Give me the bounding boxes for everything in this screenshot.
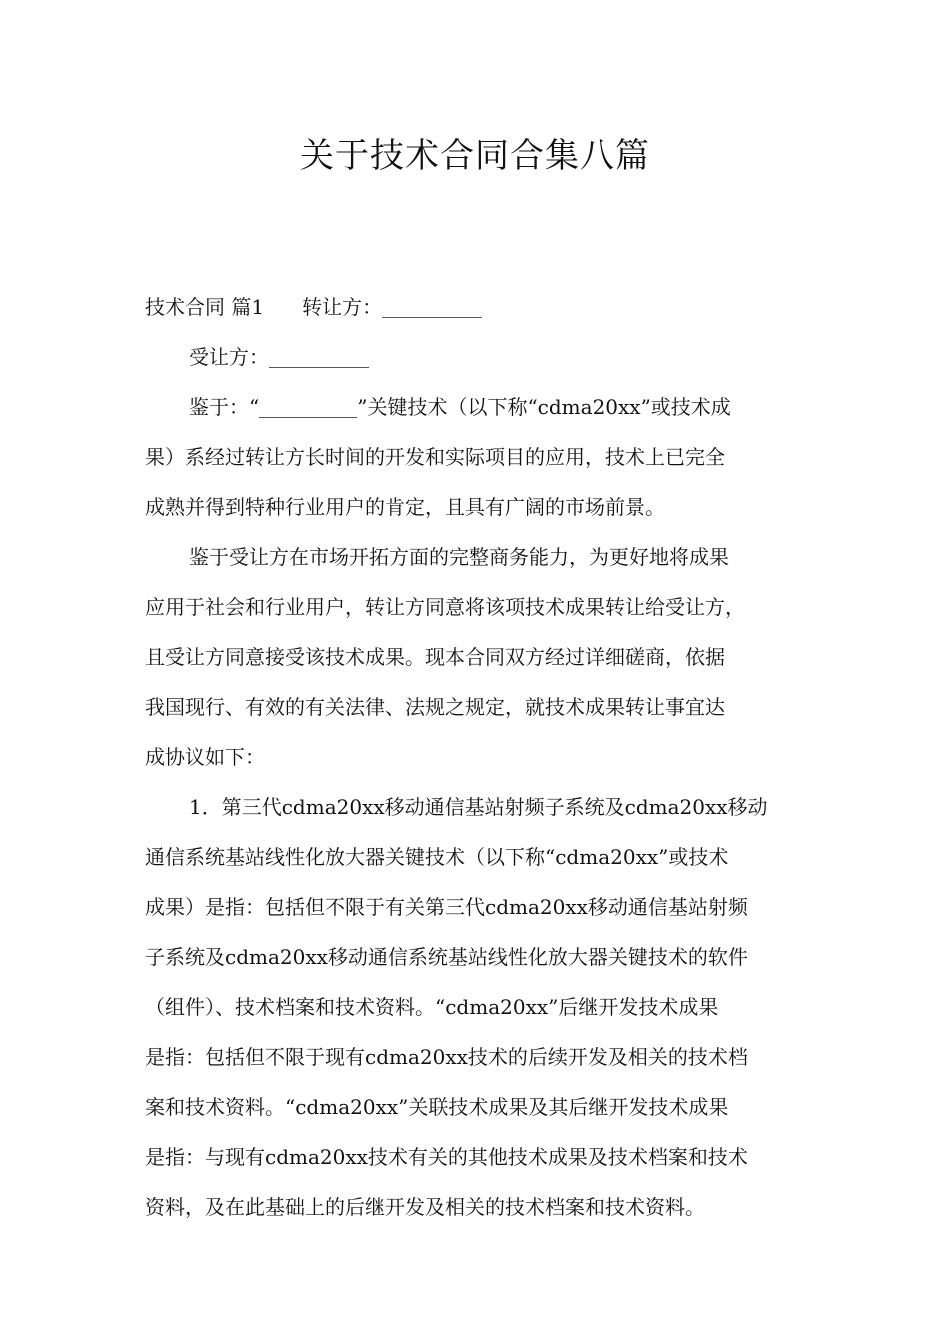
paragraph-line: 子系统及cdma20xx移动通信系统基站线性化放大器关键技术的软件 xyxy=(145,945,748,969)
paragraph-line: 1．第三代cdma20xx移动通信基站射频子系统及cdma20xx移动 xyxy=(189,795,768,819)
document-body xyxy=(145,282,810,1232)
paragraph-line: 资料，及在此基础上的后继开发及相关的技术档案和技术资料。 xyxy=(145,1195,705,1219)
paragraph-line: 通信系统基站线性化放大器关键技术（以下称“cdma20xx”或技术 xyxy=(145,845,729,869)
document-title: 关于技术合同合集八篇 xyxy=(300,136,650,176)
transferor-label: 转让方： xyxy=(302,295,383,319)
technology-name-blank xyxy=(259,395,357,418)
paragraph-line xyxy=(145,382,810,432)
paragraph-line: 成果）是指：包括但不限于有关第三代cdma20xx移动通信基站射频 xyxy=(145,895,748,919)
paragraph-line: 鉴于受让方在市场开拓方面的完整商务能力，为更好地将成果 xyxy=(189,545,729,569)
paragraph-line: 我国现行、有效的有关法律、法规之规定，就技术成果转让事宜达 xyxy=(145,695,725,719)
paragraph-line: 且受让方同意接受该技术成果。现本合同双方经过详细磋商，依据 xyxy=(145,645,725,669)
paragraph-line: 应用于社会和行业用户，转让方同意将该项技术成果转让给受让方， xyxy=(145,595,745,619)
paragraph-line: 是指：包括但不限于现有cdma20xx技术的后续开发及相关的技术档 xyxy=(145,1045,748,1069)
para1-text-b: ”关键技术（以下称“cdma20xx”或技术成 xyxy=(357,395,731,419)
paragraph-line: 果）系经过转让方长时间的开发和实际项目的应用，技术上已完全 xyxy=(145,445,725,469)
paragraph-line: 是指：与现有cdma20xx技术有关的其他技术成果及技术档案和技术 xyxy=(145,1145,748,1169)
paragraph-line: 案和技术资料。“cdma20xx”关联技术成果及其后继开发技术成果 xyxy=(145,1095,729,1119)
contract-label: 技术合同 篇1 xyxy=(145,295,265,319)
paragraph-line: 成熟并得到特种行业用户的肯定，且具有广阔的市场前景。 xyxy=(145,495,665,519)
transferee-blank xyxy=(269,345,369,368)
para1-text-a: 鉴于：“ xyxy=(189,395,260,419)
transferee-label: 受让方： xyxy=(189,345,269,369)
paragraph-line: （组件）、技术档案和技术资料。“cdma20xx”后继开发技术成果 xyxy=(145,995,719,1019)
transferee-line xyxy=(145,332,810,382)
contract-header-line xyxy=(145,282,810,332)
transferor-blank xyxy=(382,295,482,318)
paragraph-line: 成协议如下： xyxy=(145,745,265,769)
